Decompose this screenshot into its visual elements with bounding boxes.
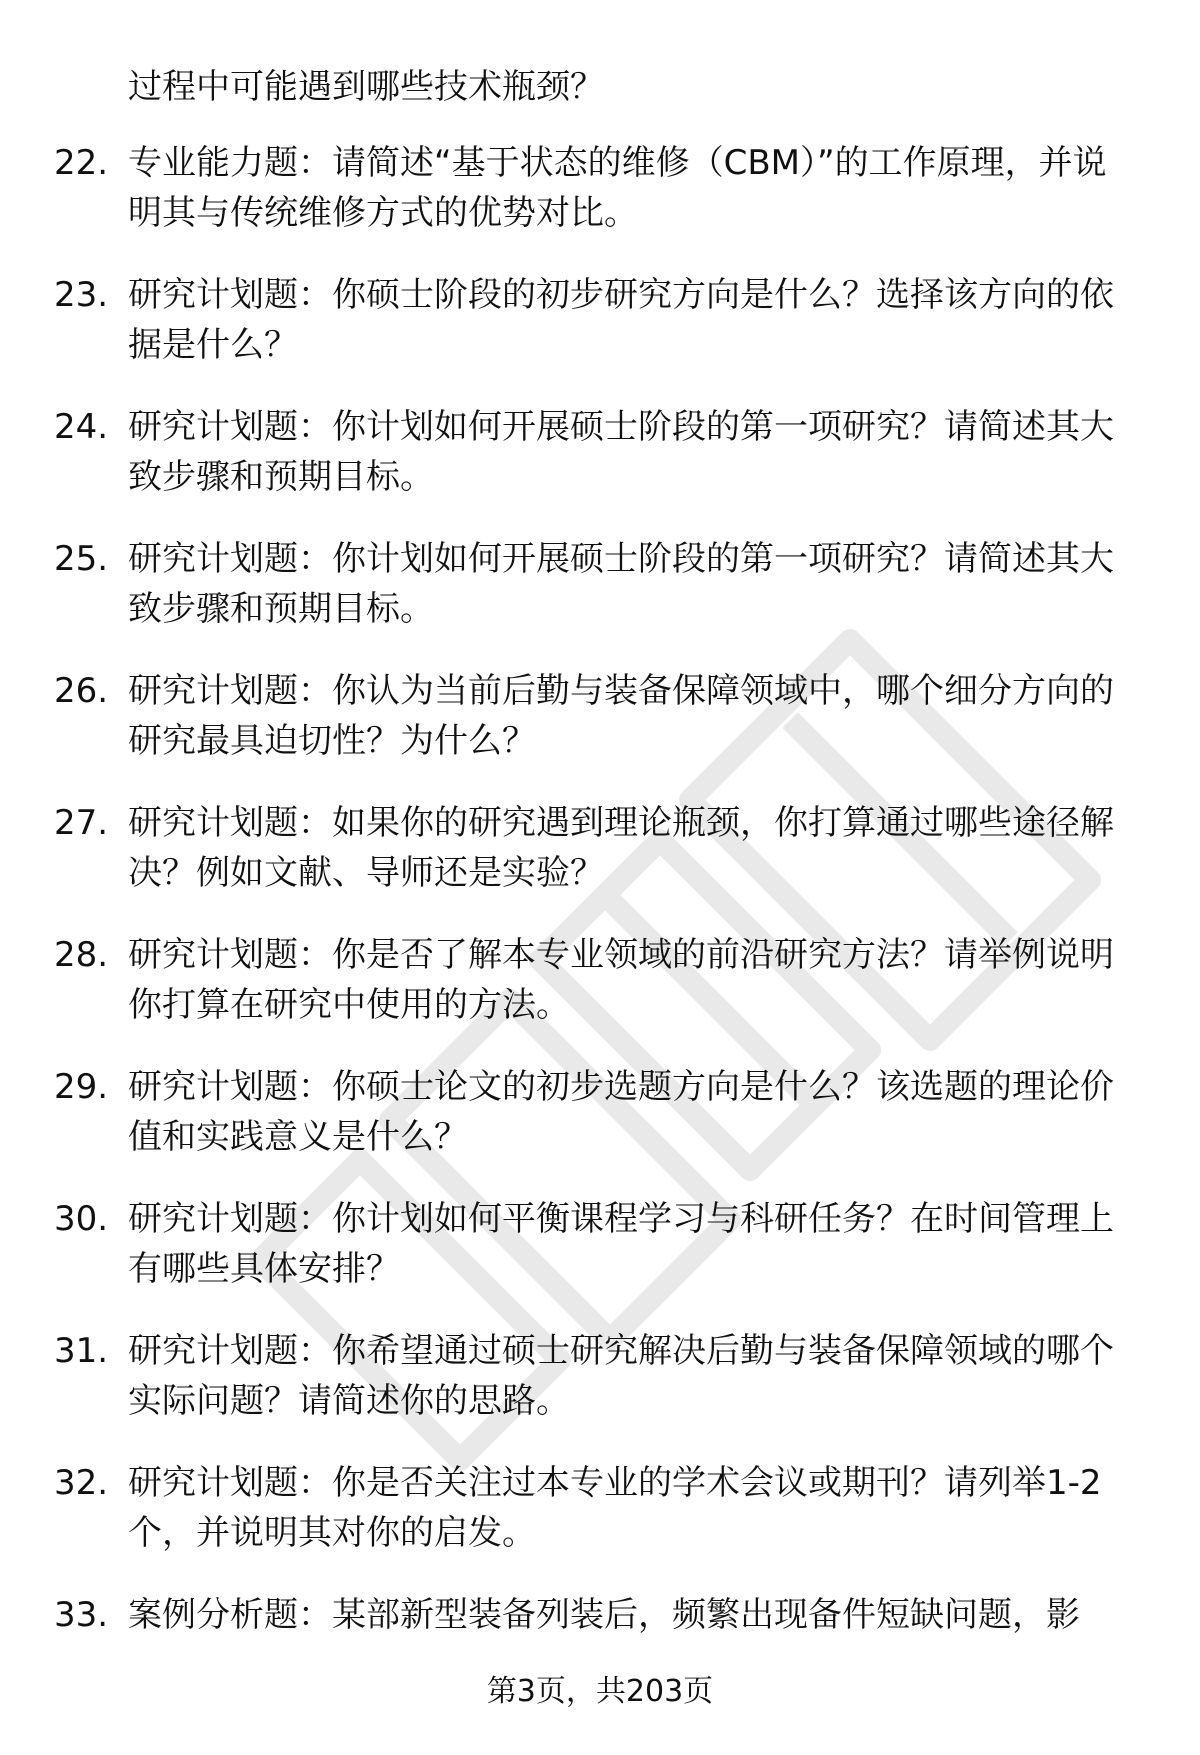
question-list [0,138,1200,1722]
question-number: 25. [54,539,109,579]
question-number: 22. [54,143,109,183]
question-text: 研究计划题：你硕士阶段的初步研究方向是什么？选择该方向的依据是什么？ [128,275,1114,365]
list-item [0,402,1200,534]
question-text: 研究计划题：你是否关注过本专业的学术会议或期刊？请列举1-2个，并说明其对你的启发。 [128,1463,1102,1553]
list-item [0,138,1200,270]
list-item [0,666,1200,798]
question-number: 28. [54,935,109,975]
list-item [0,1062,1200,1194]
question-number: 26. [54,671,109,711]
question-text: 研究计划题：你计划如何开展硕士阶段的第一项研究？请简述其大致步骤和预期目标。 [128,539,1114,629]
question-number: 30. [54,1199,109,1239]
question-number: 24. [54,407,109,447]
question-number: 31. [54,1331,109,1371]
question-number: 33. [54,1595,109,1635]
question-text: 研究计划题：你计划如何开展硕士阶段的第一项研究？请简述其大致步骤和预期目标。 [128,407,1114,497]
question-text: 研究计划题：你认为当前后勤与装备保障领域中，哪个细分方向的研究最具迫切性？为什么？ [128,671,1114,761]
question-text: 案例分析题：某部新型装备列装后，频繁出现备件短缺问题，影 [128,1595,1080,1635]
question-text: 研究计划题：你是否了解本专业领域的前沿研究方法？请举例说明你打算在研究中使用的方法。 [128,935,1114,1025]
list-item [0,270,1200,402]
list-item [0,1194,1200,1326]
carryover-text: 过程中可能遇到哪些技术瓶颈？ [128,67,604,107]
question-text: 研究计划题：如果你的研究遇到理论瓶颈，你打算通过哪些途径解决？例如文献、导师还是实验？ [128,803,1114,893]
question-text: 专业能力题：请简述“基于状态的维修（CBM）”的工作原理，并说明其与传统维修方式的优势对比。 [128,143,1107,233]
list-item [0,534,1200,666]
list-item [0,930,1200,1062]
question-text: 研究计划题：你希望通过硕士研究解决后勤与装备保障领域的哪个实际问题？请简述你的思路。 [128,1331,1114,1421]
list-item [0,798,1200,930]
page-footer: 第3页，共203页 [486,1674,714,1709]
list-item [0,1458,1200,1590]
question-number: 23. [54,275,109,315]
question-number: 29. [54,1067,109,1107]
question-number: 27. [54,803,109,843]
question-number: 32. [54,1463,109,1503]
question-text: 研究计划题：你硕士论文的初步选题方向是什么？该选题的理论价值和实践意义是什么？ [128,1067,1114,1157]
list-item [0,1326,1200,1458]
question-text: 研究计划题：你计划如何平衡课程学习与科研任务？在时间管理上有哪些具体安排？ [128,1199,1114,1289]
